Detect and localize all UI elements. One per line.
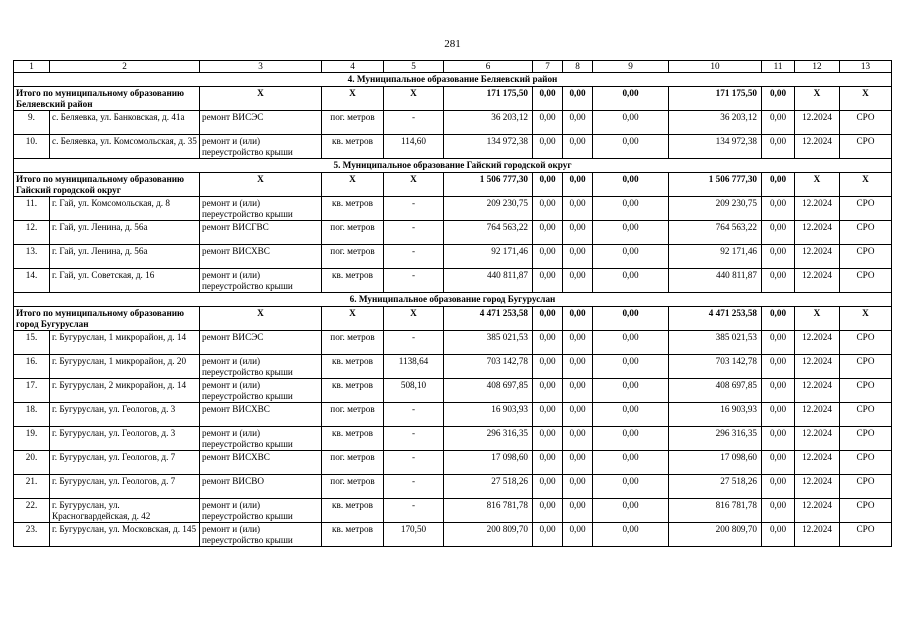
table-row — [14, 197, 892, 221]
table-cell: кв. метров — [322, 523, 384, 547]
table-cell: 703 142,78 — [444, 355, 533, 379]
total-cell: 0,00 — [593, 87, 669, 111]
table-cell: СРО — [840, 331, 892, 355]
total-label: Итого по муниципальному образованию город Бугуруслан — [14, 307, 200, 331]
table-cell: 12.2024 — [795, 379, 840, 403]
table-cell: 11. — [14, 197, 50, 221]
table-cell: 0,00 — [533, 499, 563, 523]
table-cell: 12. — [14, 221, 50, 245]
table-cell: кв. метров — [322, 427, 384, 451]
table-cell: 12.2024 — [795, 111, 840, 135]
table-cell: ремонт ВИСВО — [200, 475, 322, 499]
table-cell: с. Беляевка, ул. Банковская, д. 41а — [50, 111, 200, 135]
table-cell: ремонт ВИСЭС — [200, 111, 322, 135]
table-cell: 16. — [14, 355, 50, 379]
table-cell: г. Гай, ул. Ленина, д. 56а — [50, 245, 200, 269]
table-cell: 0,00 — [593, 135, 669, 159]
table-row — [14, 403, 892, 427]
table-cell: 1138,64 — [384, 355, 444, 379]
total-cell: 0,00 — [533, 87, 563, 111]
table-cell: 0,00 — [533, 355, 563, 379]
table-cell: кв. метров — [322, 499, 384, 523]
table-cell: СРО — [840, 403, 892, 427]
table-cell: СРО — [840, 523, 892, 547]
section-title: 5. Муниципальное образование Гайский городской округ — [14, 159, 892, 173]
table-cell: кв. метров — [322, 355, 384, 379]
table-row — [14, 523, 892, 547]
table-cell: 0,00 — [563, 111, 593, 135]
table-cell: г. Бугуруслан, 2 микрорайон, д. 14 — [50, 379, 200, 403]
table-cell: 0,00 — [563, 379, 593, 403]
table-cell: г. Бугуруслан, ул. Геологов, д. 3 — [50, 403, 200, 427]
table-cell: 0,00 — [593, 111, 669, 135]
table-cell: 0,00 — [563, 269, 593, 293]
table-cell: 12.2024 — [795, 269, 840, 293]
table-cell: 408 697,85 — [444, 379, 533, 403]
table-cell: 764 563,22 — [669, 221, 762, 245]
table-cell: ремонт и (или) переустройство крыши — [200, 269, 322, 293]
table-cell: - — [384, 427, 444, 451]
table-cell: г. Бугуруслан, ул. Геологов, д. 7 — [50, 451, 200, 475]
table-cell: - — [384, 475, 444, 499]
table-cell: 0,00 — [593, 403, 669, 427]
total-cell: 0,00 — [762, 173, 795, 197]
total-cell: 0,00 — [563, 173, 593, 197]
total-cell: 0,00 — [533, 307, 563, 331]
table-cell: 0,00 — [762, 135, 795, 159]
table-cell: 0,00 — [762, 221, 795, 245]
table-cell: СРО — [840, 245, 892, 269]
table-cell: 0,00 — [762, 451, 795, 475]
section-title: 6. Муниципальное образование город Бугуруслан — [14, 293, 892, 307]
table-cell: ремонт и (или) переустройство крыши — [200, 523, 322, 547]
table-cell: 9. — [14, 111, 50, 135]
total-cell: 0,00 — [762, 87, 795, 111]
table-cell: г. Бугуруслан, 1 микрорайон, д. 20 — [50, 355, 200, 379]
table-cell: ремонт ВИСЭС — [200, 331, 322, 355]
table-cell: 0,00 — [593, 427, 669, 451]
table-cell: ремонт и (или) переустройство крыши — [200, 499, 322, 523]
table-cell: 0,00 — [563, 523, 593, 547]
column-number-header: 12 — [795, 61, 840, 73]
table-cell: 16 903,93 — [669, 403, 762, 427]
column-number-header: 11 — [762, 61, 795, 73]
table-cell: СРО — [840, 355, 892, 379]
table-cell: 0,00 — [762, 379, 795, 403]
table-cell: 0,00 — [762, 499, 795, 523]
table-cell: 0,00 — [762, 475, 795, 499]
table-cell: 296 316,35 — [669, 427, 762, 451]
column-number-header: 7 — [533, 61, 563, 73]
table-cell: 12.2024 — [795, 403, 840, 427]
table-cell: - — [384, 403, 444, 427]
table-cell: СРО — [840, 197, 892, 221]
total-cell: 1 506 777,30 — [444, 173, 533, 197]
total-cell: Х — [322, 307, 384, 331]
table-cell: 385 021,53 — [444, 331, 533, 355]
table-cell: 0,00 — [533, 427, 563, 451]
table-cell: 0,00 — [593, 197, 669, 221]
table-cell: - — [384, 269, 444, 293]
total-cell: Х — [200, 307, 322, 331]
table-cell: 0,00 — [593, 331, 669, 355]
table-row — [14, 499, 892, 523]
table-cell: 12.2024 — [795, 221, 840, 245]
table-cell: 0,00 — [593, 355, 669, 379]
table-cell: 0,00 — [762, 197, 795, 221]
table-cell: 18. — [14, 403, 50, 427]
section-title: 4. Муниципальное образование Беляевский район — [14, 73, 892, 87]
table-cell: 12.2024 — [795, 475, 840, 499]
table-cell: 36 203,12 — [669, 111, 762, 135]
table-cell: г. Бугуруслан, ул. Геологов, д. 3 — [50, 427, 200, 451]
table-cell: пог. метров — [322, 451, 384, 475]
total-cell: Х — [200, 87, 322, 111]
table-cell: 0,00 — [533, 135, 563, 159]
total-cell: Х — [795, 307, 840, 331]
section-title-row — [14, 73, 892, 87]
table-cell: 12.2024 — [795, 427, 840, 451]
table-cell: 764 563,22 — [444, 221, 533, 245]
table-cell: СРО — [840, 221, 892, 245]
table-cell: с. Беляевка, ул. Комсомольская, д. 35 — [50, 135, 200, 159]
table-cell: 14. — [14, 269, 50, 293]
table-cell: ремонт и (или) переустройство крыши — [200, 197, 322, 221]
table-cell: - — [384, 221, 444, 245]
total-cell: Х — [322, 87, 384, 111]
table-row — [14, 331, 892, 355]
table-cell: СРО — [840, 499, 892, 523]
total-cell: 0,00 — [593, 307, 669, 331]
table-cell: пог. метров — [322, 403, 384, 427]
total-cell: 171 175,50 — [444, 87, 533, 111]
table-cell: - — [384, 331, 444, 355]
table-cell: пог. метров — [322, 221, 384, 245]
total-cell: Х — [322, 173, 384, 197]
table-row — [14, 379, 892, 403]
total-label: Итого по муниципальному образованию Беляевский район — [14, 87, 200, 111]
column-number-header: 1 — [14, 61, 50, 73]
table-cell: 22. — [14, 499, 50, 523]
table-cell: 408 697,85 — [669, 379, 762, 403]
table-cell: 0,00 — [563, 245, 593, 269]
table-cell: 0,00 — [533, 269, 563, 293]
repair-program-table — [13, 60, 892, 547]
table-cell: 440 811,87 — [444, 269, 533, 293]
total-cell: Х — [795, 87, 840, 111]
table-cell: СРО — [840, 111, 892, 135]
table-cell: ремонт ВИСХВС — [200, 451, 322, 475]
total-cell: Х — [840, 173, 892, 197]
table-cell: 0,00 — [762, 269, 795, 293]
total-cell: 0,00 — [762, 307, 795, 331]
column-number-header: 6 — [444, 61, 533, 73]
table-cell: 92 171,46 — [444, 245, 533, 269]
table-cell: 200 809,70 — [444, 523, 533, 547]
table-cell: г. Гай, ул. Ленина, д. 56а — [50, 221, 200, 245]
table-cell: 440 811,87 — [669, 269, 762, 293]
table-cell: 0,00 — [533, 221, 563, 245]
table-cell: ремонт и (или) переустройство крыши — [200, 355, 322, 379]
table-cell: 0,00 — [762, 427, 795, 451]
table-row — [14, 355, 892, 379]
table-cell: пог. метров — [322, 245, 384, 269]
total-cell: Х — [384, 307, 444, 331]
total-cell: 171 175,50 — [669, 87, 762, 111]
table-row — [14, 269, 892, 293]
table-cell: 385 021,53 — [669, 331, 762, 355]
table-cell: 12.2024 — [795, 499, 840, 523]
table-cell: 0,00 — [563, 499, 593, 523]
table-cell: ремонт и (или) переустройство крыши — [200, 379, 322, 403]
table-cell: - — [384, 245, 444, 269]
table-cell: 0,00 — [563, 331, 593, 355]
table-cell: - — [384, 451, 444, 475]
total-cell: Х — [840, 307, 892, 331]
column-number-header: 9 — [593, 61, 669, 73]
table-cell: СРО — [840, 427, 892, 451]
table-cell: 0,00 — [533, 475, 563, 499]
table-cell: СРО — [840, 135, 892, 159]
table-cell: 10. — [14, 135, 50, 159]
table-row — [14, 111, 892, 135]
table-cell: ремонт ВИСХВС — [200, 403, 322, 427]
table-cell: СРО — [840, 475, 892, 499]
section-total-row — [14, 307, 892, 331]
table-cell: г. Гай, ул. Советская, д. 16 — [50, 269, 200, 293]
total-cell: 0,00 — [563, 307, 593, 331]
table-cell: 23. — [14, 523, 50, 547]
total-cell: 0,00 — [563, 87, 593, 111]
column-number-header: 4 — [322, 61, 384, 73]
section-total-row — [14, 173, 892, 197]
table-cell: 0,00 — [533, 245, 563, 269]
table-cell: 12.2024 — [795, 135, 840, 159]
table-cell: 0,00 — [563, 355, 593, 379]
table-cell: 0,00 — [563, 475, 593, 499]
table-cell: 12.2024 — [795, 197, 840, 221]
table-cell: 816 781,78 — [669, 499, 762, 523]
table-cell: 12.2024 — [795, 331, 840, 355]
table-cell: кв. метров — [322, 197, 384, 221]
table-cell: 0,00 — [762, 355, 795, 379]
table-cell: 0,00 — [563, 221, 593, 245]
table-cell: пог. метров — [322, 111, 384, 135]
table-cell: - — [384, 111, 444, 135]
table-cell: 0,00 — [563, 427, 593, 451]
total-cell: 1 506 777,30 — [669, 173, 762, 197]
total-cell: Х — [384, 87, 444, 111]
total-cell: 0,00 — [593, 173, 669, 197]
table-cell: 17. — [14, 379, 50, 403]
total-cell: Х — [200, 173, 322, 197]
page-number: 281 — [444, 38, 461, 50]
table-cell: 114,60 — [384, 135, 444, 159]
table-cell: 134 972,38 — [669, 135, 762, 159]
table-cell: кв. метров — [322, 269, 384, 293]
table-cell: 0,00 — [533, 451, 563, 475]
section-total-row — [14, 87, 892, 111]
table-cell: - — [384, 499, 444, 523]
table-cell: ремонт ВИСХВС — [200, 245, 322, 269]
table-cell: 209 230,75 — [669, 197, 762, 221]
table-cell: г. Бугуруслан, ул. Геологов, д. 7 — [50, 475, 200, 499]
column-number-header: 8 — [563, 61, 593, 73]
table-cell: 12.2024 — [795, 451, 840, 475]
table-cell: 0,00 — [762, 245, 795, 269]
table-cell: 0,00 — [563, 197, 593, 221]
table-cell: 0,00 — [593, 245, 669, 269]
table-cell: 17 098,60 — [669, 451, 762, 475]
table-cell: 0,00 — [762, 111, 795, 135]
table-cell: 19. — [14, 427, 50, 451]
total-cell: Х — [795, 173, 840, 197]
table-row — [14, 451, 892, 475]
section-title-row — [14, 293, 892, 307]
table-cell: г. Бугуруслан, ул. Московская, д. 145 — [50, 523, 200, 547]
total-cell: Х — [840, 87, 892, 111]
table-cell: 209 230,75 — [444, 197, 533, 221]
table-cell: СРО — [840, 269, 892, 293]
table-cell: 20. — [14, 451, 50, 475]
table-cell: 12.2024 — [795, 245, 840, 269]
table-cell: 36 203,12 — [444, 111, 533, 135]
table-cell: 508,10 — [384, 379, 444, 403]
table-cell: 92 171,46 — [669, 245, 762, 269]
table-row — [14, 427, 892, 451]
table-cell: 0,00 — [593, 221, 669, 245]
table-cell: ремонт и (или) переустройство крыши — [200, 427, 322, 451]
table-cell: ремонт и (или) переустройство крыши — [200, 135, 322, 159]
table-cell: 0,00 — [762, 523, 795, 547]
table-cell: ремонт ВИСГВС — [200, 221, 322, 245]
table-cell: 0,00 — [563, 451, 593, 475]
table-cell: 296 316,35 — [444, 427, 533, 451]
table-cell: 13. — [14, 245, 50, 269]
column-number-header: 5 — [384, 61, 444, 73]
table-cell: кв. метров — [322, 135, 384, 159]
total-cell: 0,00 — [533, 173, 563, 197]
total-label: Итого по муниципальному образованию Гайский городской округ — [14, 173, 200, 197]
table-cell: 12.2024 — [795, 523, 840, 547]
table-cell: - — [384, 197, 444, 221]
table-cell: 15. — [14, 331, 50, 355]
table-cell: 0,00 — [593, 523, 669, 547]
table-row — [14, 245, 892, 269]
table-cell: 703 142,78 — [669, 355, 762, 379]
table-cell: 170,50 — [384, 523, 444, 547]
table-cell: 0,00 — [533, 523, 563, 547]
table-cell: 27 518,26 — [444, 475, 533, 499]
table-cell: СРО — [840, 379, 892, 403]
table-row — [14, 221, 892, 245]
table-cell: 12.2024 — [795, 355, 840, 379]
table-cell: 21. — [14, 475, 50, 499]
table-cell: 0,00 — [593, 379, 669, 403]
table-cell: 0,00 — [563, 403, 593, 427]
table-cell: 17 098,60 — [444, 451, 533, 475]
table-cell: 200 809,70 — [669, 523, 762, 547]
table-cell: 0,00 — [533, 379, 563, 403]
section-title-row — [14, 159, 892, 173]
table-cell: г. Гай, ул. Комсомольская, д. 8 — [50, 197, 200, 221]
table-cell: г. Бугуруслан, ул. Красногвардейская, д. 42 — [50, 499, 200, 523]
table-cell: кв. метров — [322, 379, 384, 403]
table-cell: 0,00 — [563, 135, 593, 159]
table-cell: 0,00 — [533, 197, 563, 221]
table-cell: 0,00 — [593, 499, 669, 523]
table-row — [14, 135, 892, 159]
column-number-header: 2 — [50, 61, 200, 73]
table-row — [14, 475, 892, 499]
table-cell: СРО — [840, 451, 892, 475]
table-cell: г. Бугуруслан, 1 микрорайон, д. 14 — [50, 331, 200, 355]
table-cell: 27 518,26 — [669, 475, 762, 499]
table-cell: 16 903,93 — [444, 403, 533, 427]
column-number-row — [14, 61, 892, 73]
table-cell: пог. метров — [322, 331, 384, 355]
table-cell: 0,00 — [593, 451, 669, 475]
table-cell: пог. метров — [322, 475, 384, 499]
table-cell: 816 781,78 — [444, 499, 533, 523]
table-cell: 0,00 — [533, 403, 563, 427]
table-cell: 0,00 — [762, 331, 795, 355]
total-cell: 4 471 253,58 — [669, 307, 762, 331]
table-cell: 134 972,38 — [444, 135, 533, 159]
table-body — [14, 73, 892, 547]
total-cell: Х — [384, 173, 444, 197]
column-number-header: 13 — [840, 61, 892, 73]
table-cell: 0,00 — [533, 331, 563, 355]
column-number-header: 10 — [669, 61, 762, 73]
total-cell: 4 471 253,58 — [444, 307, 533, 331]
table-cell: 0,00 — [533, 111, 563, 135]
table-cell: 0,00 — [593, 269, 669, 293]
column-number-header: 3 — [200, 61, 322, 73]
table-cell: 0,00 — [762, 403, 795, 427]
table-cell: 0,00 — [593, 475, 669, 499]
